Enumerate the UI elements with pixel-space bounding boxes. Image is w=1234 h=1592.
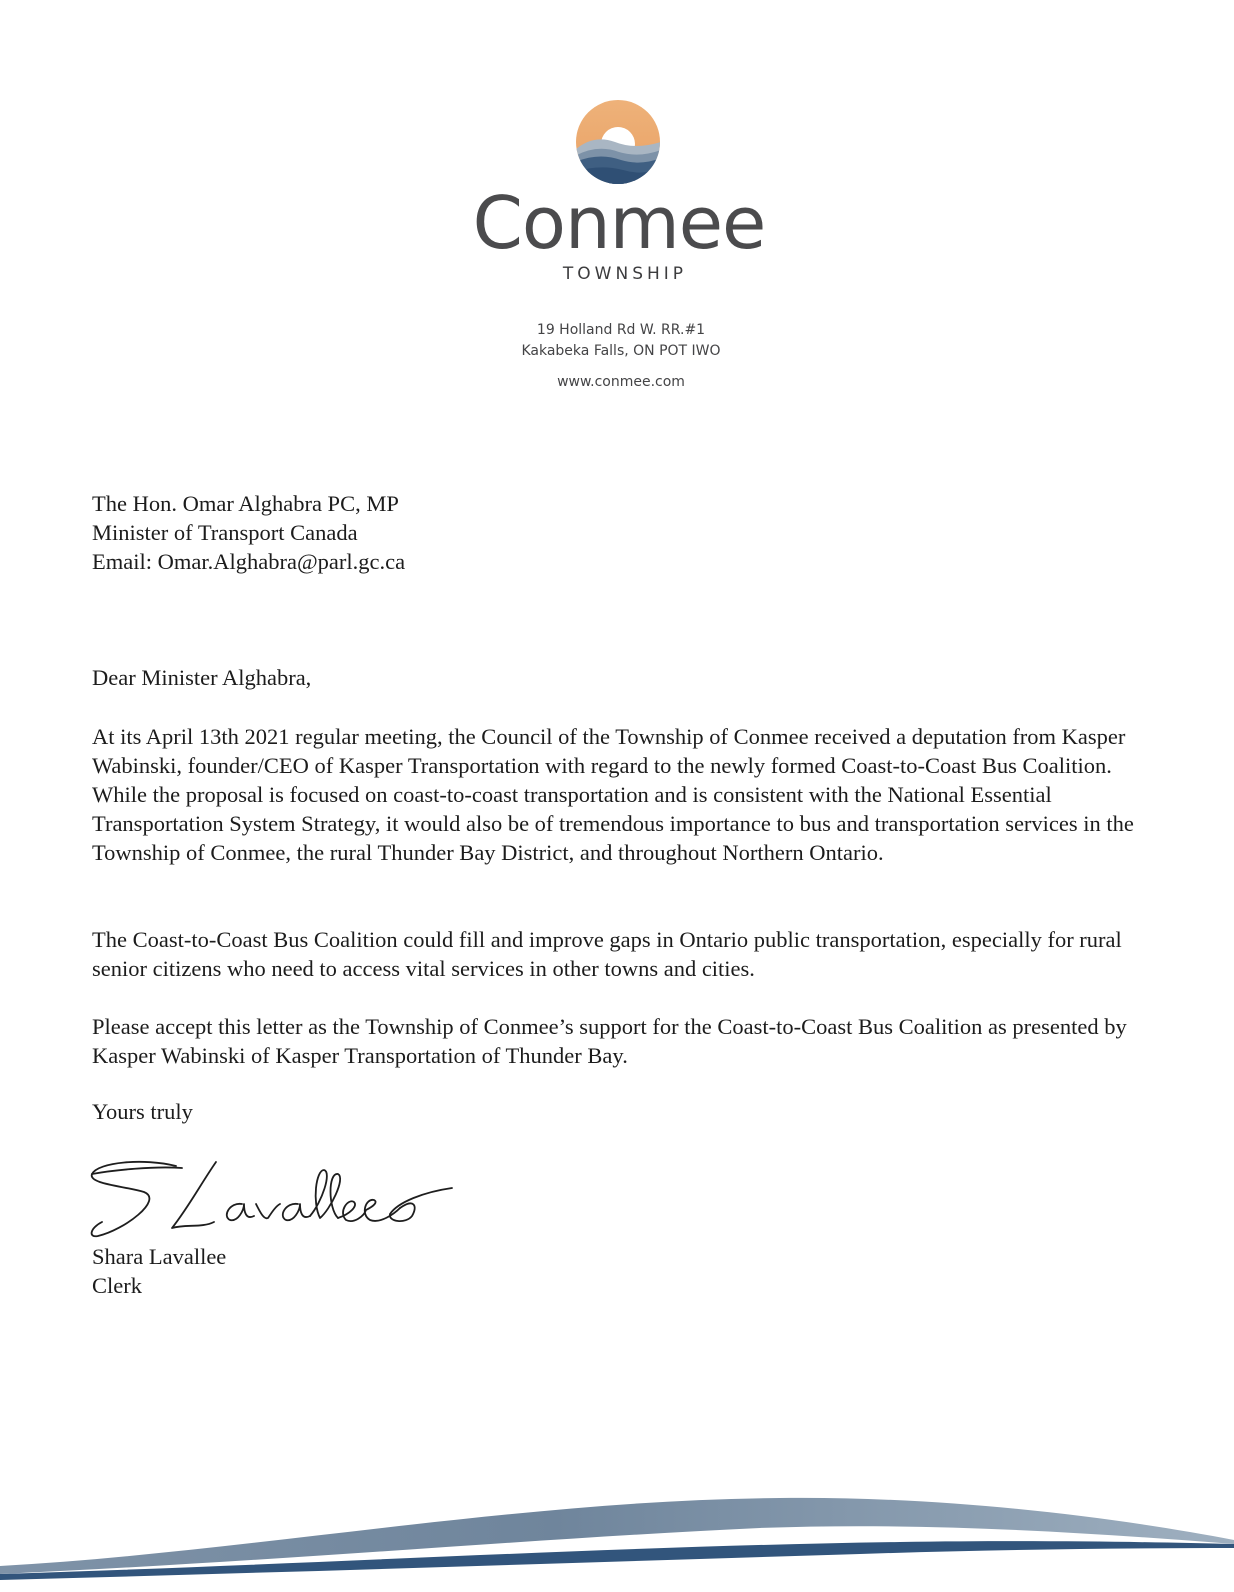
body-paragraph-3: Please accept this letter as the Township of Conmee’s support for the Coast-to-Coast Bus Coalition as presented by Kasper Wabinski of Kasper Transportation of Thunder Bay. (92, 1014, 1127, 1068)
signer-name: Shara Lavallee (92, 1244, 227, 1269)
recipient-block (92, 489, 405, 576)
salutation: Dear Minister Alghabra, (92, 665, 312, 690)
body-paragraph-2: The Coast-to-Coast Bus Coalition could fill and improve gaps in Ontario public transportation, especially for rural senior citizens who need to access vital services in other towns and cities. (92, 927, 1122, 981)
footer-wave-decoration (0, 1488, 1234, 1592)
recipient-name: The Hon. Omar Alghabra PC, MP (92, 491, 399, 516)
body-paragraph-1: At its April 13th 2021 regular meeting, the Council of the Township of Conmee received a deputation from Kasper Wabinski, founder/CEO of Kasper Transportation with regard to the newly formed Coast-to-Coast Bus Coalition. While the proposal is focused on coast-to-coast transportation and is consistent with the National Essential Transportation System Strategy, it would also be of tremendous importance to bus and transportation services in the Township of Conmee, the rural Thunder Bay District, and throughout Northern Ontario. (92, 724, 1134, 865)
handwritten-signature (84, 1152, 456, 1248)
address-line-1: 19 Holland Rd W. RR.#1 (536, 322, 706, 338)
conmee-logo-icon (575, 98, 661, 186)
recipient-email: Email: Omar.Alghabra@parl.gc.ca (92, 549, 406, 574)
brand-name: Conmee (472, 181, 766, 265)
brand-subtitle: TOWNSHIP (562, 264, 688, 284)
address-line-2: Kakabeka Falls, ON POT IWO (521, 343, 721, 359)
closing: Yours truly (92, 1099, 193, 1124)
signer-title: Clerk (92, 1273, 142, 1298)
recipient-title: Minister of Transport Canada (92, 520, 358, 545)
website-link[interactable]: www.conmee.com (557, 374, 685, 390)
